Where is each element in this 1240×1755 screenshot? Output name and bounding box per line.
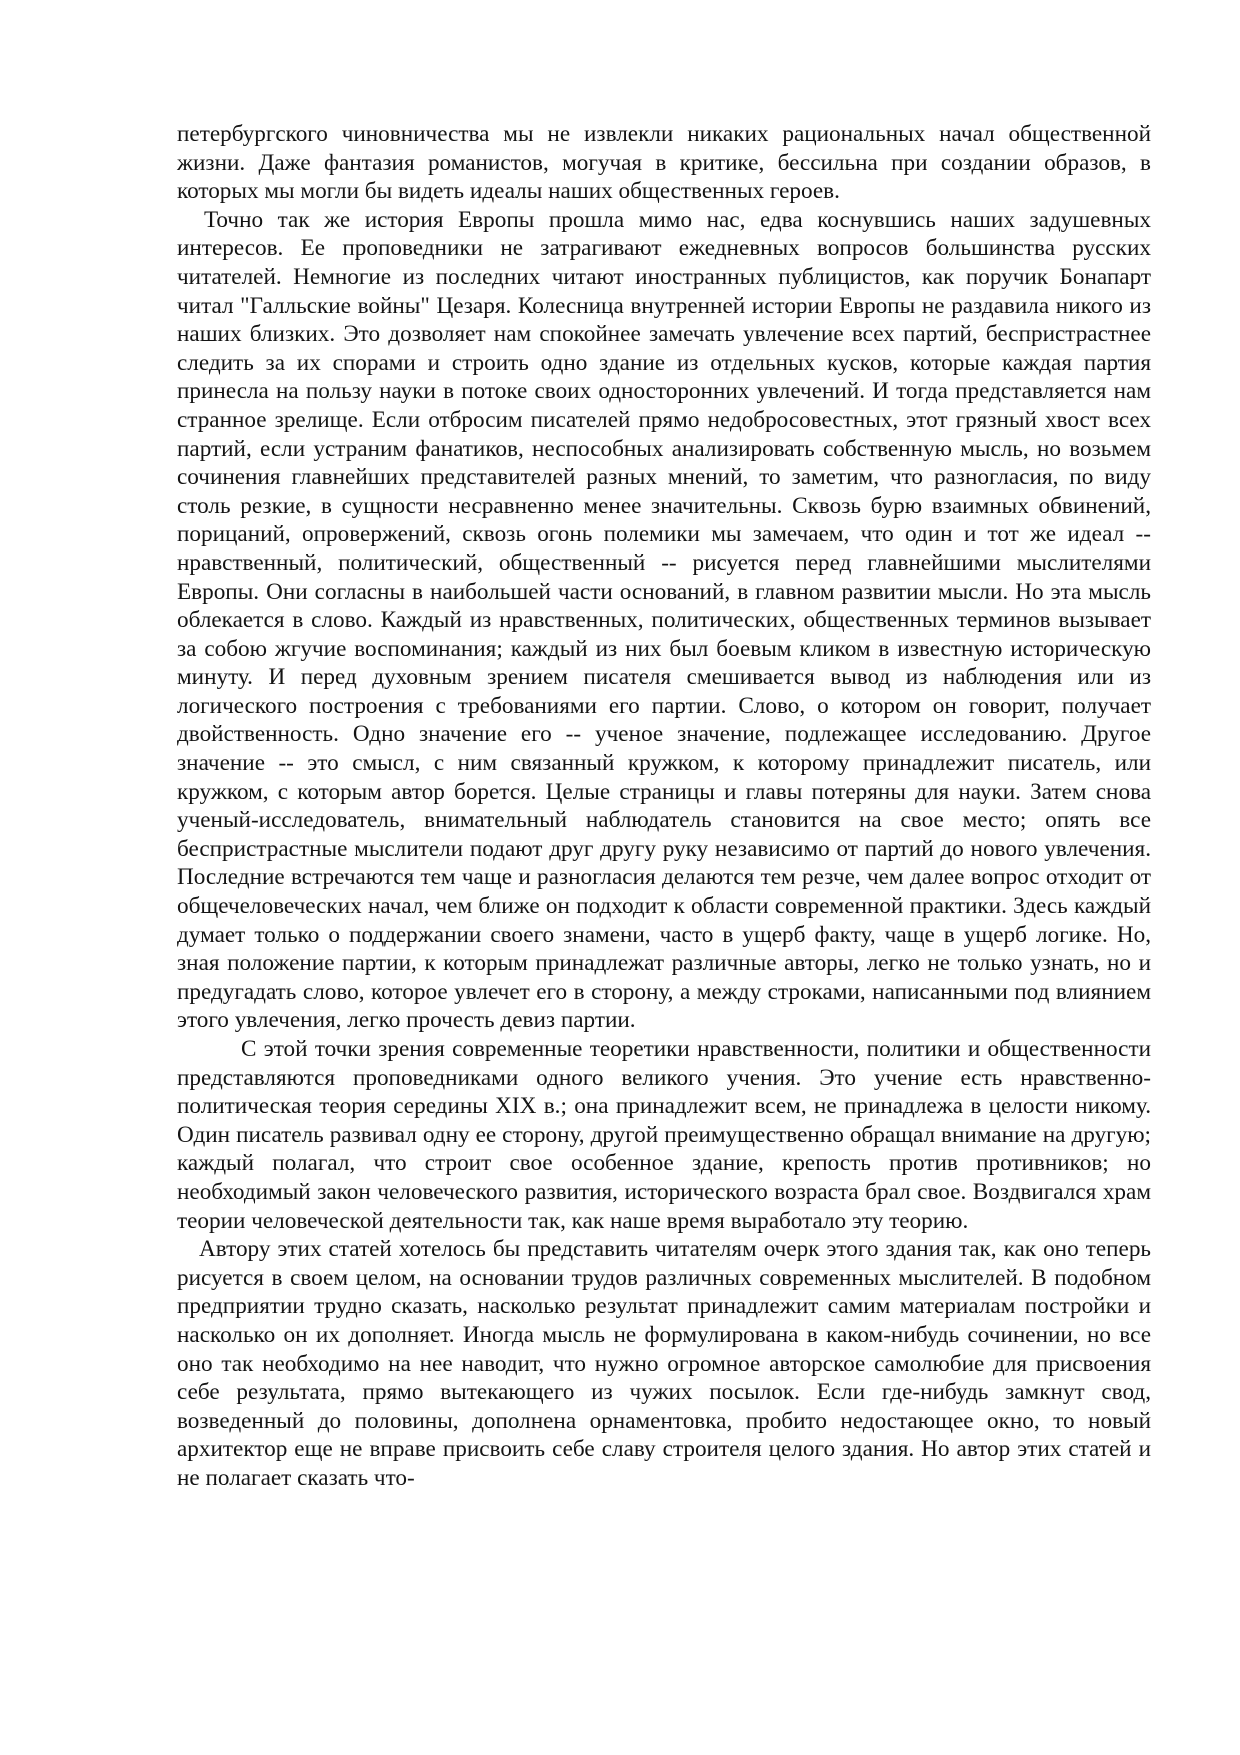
paragraph-author-intent: Автору этих статей хотелось бы представить читателям очерк этого здания так, как оно теперь рисуется в своем целом, на основании трудов различных современных мыслителей. В подобном предприятии трудно сказать, насколько результат принадлежит самим материалам постройки и насколько он их дополняет. Иногда мысль не формулирована в каком-нибудь сочинении, но все оно так необходимо на нее наводит, что нужно огромное авторское самолюбие для присвоения себе результата, прямо вытекающего из чужих посылок. Если где-нибудь замкнут свод, возведенный до половины, дополнена орнаментовка, пробито недостающее окно, то новый архитектор еще не вправе присвоить себе славу строителя целого здания. Но автор этих статей и не полагает сказать что- (177, 1236, 1151, 1491)
paragraph-europe-history: Точно так же история Европы прошла мимо нас, едва коснувшись наших задушевных интересов. Ее проповедники не затрагивают ежедневных вопросов большинства русских читателей. Немногие из последних читают иностранных публицистов, как поручик Бонапарт читал "Галльские войны" Цезаря. Колесница внутренней истории Европы не раздавила никого из наших близких. Это дозволяет нам спокойнее замечать увлечение всех партий, беспристрастнее следить за их спорами и строить одно здание из отдельных кусков, которые каждая партия принесла на пользу науки в потоке своих односторонних увлечений. И тогда представляется нам странное зрелище. Если отбросим писателей прямо недобросовестных, этот грязный хвост всех партий, если устраним фанатиков, неспособных анализировать собственную мысль, но возьмем сочинения главнейших представителей разных мнений, то заметим, что разногласия, по виду столь резкие, в сущности несравненно менее значительны. Сквозь бурю взаимных обвинений, порицаний, опровержений, сквозь огонь полемики мы замечаем, что один и тот же идеал -- нравственный, политический, общественный -- рисуется перед главнейшими мыслителями Европы. Они согласны в наибольшей части оснований, в главном развитии мысли. Но эта мысль облекается в слово. Каждый из нравственных, политических, общественных терминов вызывает за собою жгучие воспоминания; каждый из них был боевым кликом в известную историческую минуту. И перед духовным зрением писателя смешивается вывод из наблюдения или из логического построения с требованиями его партии. Слово, о котором он говорит, получает двойственность. Одно значение его -- ученое значение, подлежащее исследованию. Другое значение -- это смысл, с ним связанный кружком, к которому принадлежит писатель, или кружком, с которым автор борется. Целые страницы и главы потеряны для науки. Затем снова ученый-исследователь, внимательный наблюдатель становится на свое место; опять все беспристрастные мыслители подают друг другу руку независимо от партий до нового увлечения. Последние встречаются тем чаще и разногласия делаются тем резче, чем далее вопрос отходит от общечеловеческих начал, чем ближе он подходит к области современной практики. Здесь каждый думает только о поддержании своего знамени, часто в ущерб факту, чаще в ущерб логике. Но, зная положение партии, к которым принадлежат различные авторы, легко не только узнать, но и предугадать слово, которое увлечет его в сторону, а между строками, написанными под влиянием этого увлечения, легко прочесть девиз партии. (177, 206, 1151, 1034)
paragraph-moral-political-theory: С этой точки зрения современные теоретики нравственности, политики и общественности представляются проповедниками одного великого учения. Это учение есть нравственно-политическая теория середины XIX в.; она принадлежит всем, не принадлежа в целости никому. Один писатель развивал одну ее сторону, другой преимущественно обращал внимание на другую; каждый полагал, что строит свое особенное здание, крепость против противников; но необходимый закон человеческого развития, исторического возраста брал свое. Воздвигался храм теории человеческой деятельности так, как наше время выработало эту теорию. (177, 1036, 1151, 1234)
document-body (177, 120, 1151, 1493)
paragraph-continued: петербургского чиновничества мы не извлекли никаких рациональных начал общественной жизни. Даже фантазия романистов, могучая в критике, бессильна при создании образов, в которых мы могли бы видеть идеалы наших общественных героев. (177, 121, 1151, 205)
